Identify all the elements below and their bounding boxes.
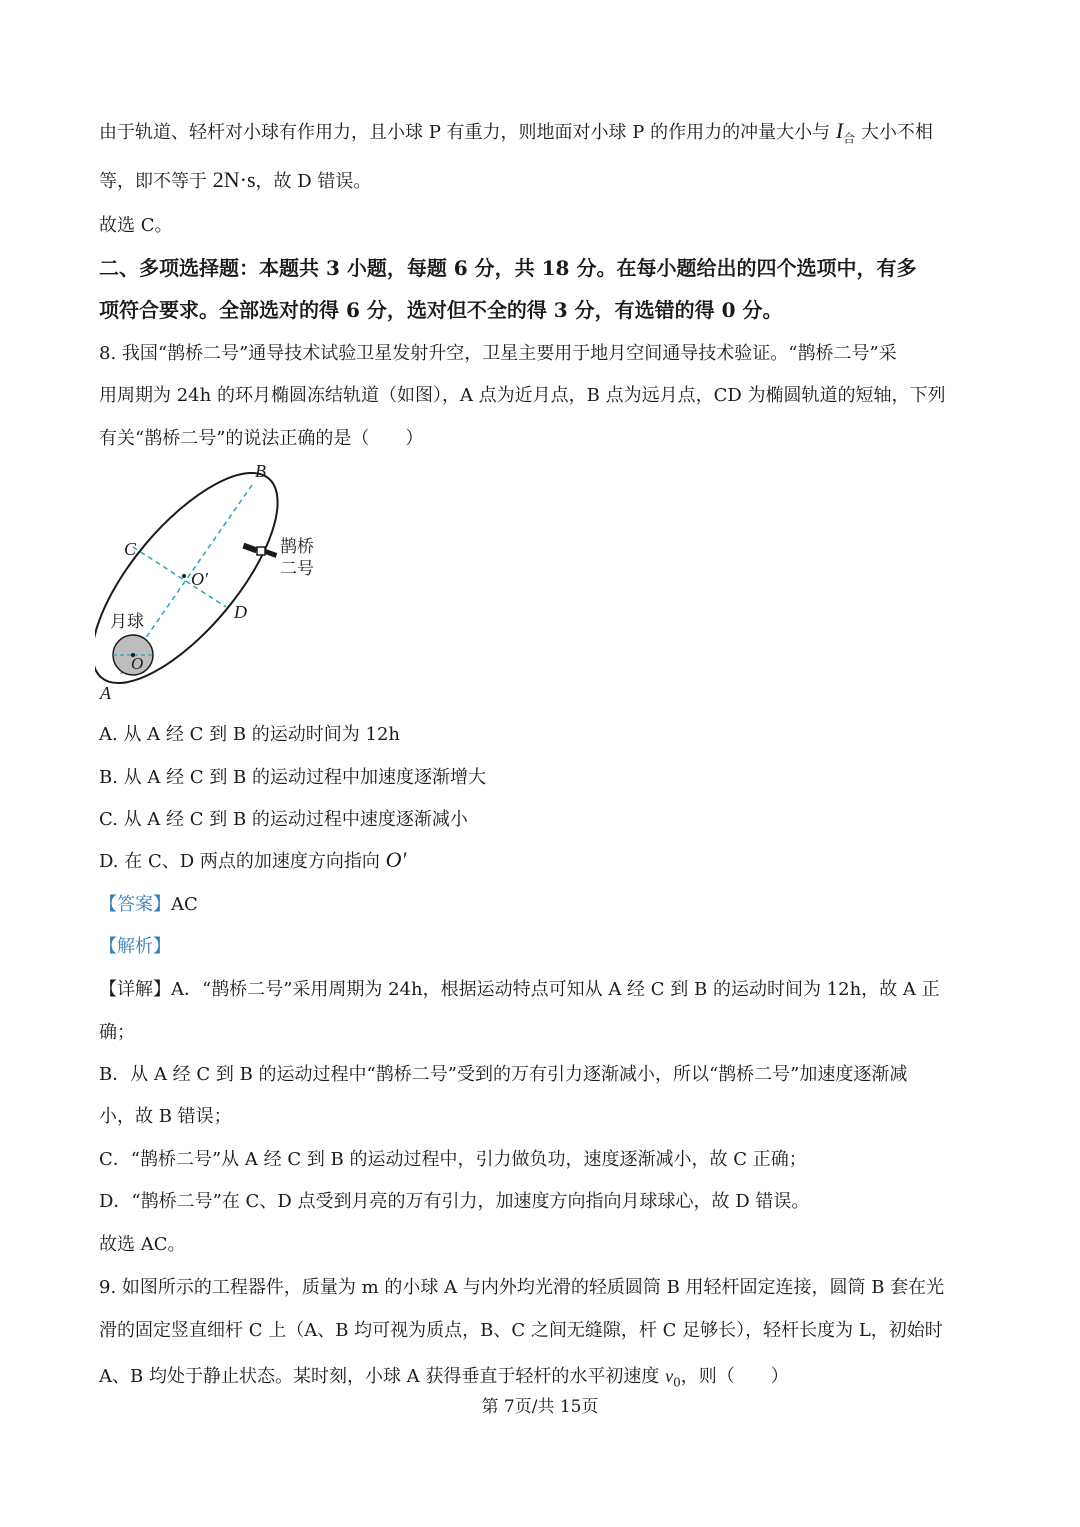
detail-a: A．“鹊桥二号”采用周期为 24h，根据运动特点可知从 A 经 C 到 B 的运动时间为 12h，故 A 正 (171, 979, 940, 1000)
v-symbol: v (665, 1366, 674, 1386)
impulse-symbol: I (835, 118, 844, 143)
q8-option-d (99, 847, 406, 873)
v-subscript: 0 (673, 1375, 681, 1390)
label-A: A (100, 683, 111, 703)
orbit-figure (95, 455, 335, 705)
q8-option-c: C. 从 A 经 C 到 B 的运动过程中速度逐渐减小 (99, 809, 468, 830)
q8-line-2: 用周期为 24h 的环月椭圆冻结轨道（如图），A 点为近月点，B 点为远月点，CD 为椭圆轨道的短轴，下列 (99, 385, 946, 406)
q9-line-2: 滑的固定竖直细杆 C 上（A、B 均可视为质点，B、C 之间无缝隙，杆 C 足够长），轻杆长度为 L，初始时 (99, 1320, 943, 1341)
q8-option-b: B. 从 A 经 C 到 B 的运动过程中加速度逐渐增大 (99, 767, 486, 788)
detail-line-5: C．“鹊桥二号”从 A 经 C 到 B 的运动过程中，引力做负功，速度逐渐减小，故 C 正确； (99, 1149, 807, 1170)
answer-line (99, 890, 198, 916)
q8-line-3: 有关“鹊桥二号”的说法正确的是（ ） (99, 428, 424, 449)
q9-line-3-end: ，则（ ） (680, 1366, 789, 1387)
orbit-center (182, 574, 186, 578)
section-heading-1: 二、多项选择题：本题共 3 小题，每题 6 分，共 18 分。在每小题给出的四个选项中，有多 (99, 256, 917, 280)
o-prime-symbol: O′ (385, 847, 407, 872)
label-O: O (131, 654, 144, 673)
q9-line-3 (99, 1362, 789, 1390)
label-O-prime: O′ (191, 569, 208, 589)
impulse-value: 2N·s (212, 167, 256, 192)
q8-option-d-text: D. 在 C、D 两点的加速度方向指向 (99, 851, 386, 872)
text-line-3: 故选 C。 (99, 215, 173, 236)
impulse-subscript: 合 (843, 131, 856, 146)
minor-axis (133, 547, 226, 607)
q8-line-1: 8. 我国“鹊桥二号”通导技术试验卫星发射升空，卫星主要用于地月空间通导技术验证。“鹊桥二号”采 (99, 343, 897, 364)
text-l2b: ，故 D 错误。 (255, 171, 372, 192)
q9-line-1: 9. 如图所示的工程器件，质量为 m 的小球 A 与内外均光滑的轻质圆筒 B 用轻杆固定连接，圆筒 B 套在光 (99, 1277, 945, 1298)
label-moon: 月球 (110, 612, 144, 632)
detail-line-3: B．从 A 经 C 到 B 的运动过程中“鹊桥二号”受到的万有引力逐渐减小，所以“鹊桥二号”加速度逐渐减 (99, 1064, 908, 1085)
analysis-tag: 【解析】 (99, 936, 171, 957)
text-line-1 (99, 118, 933, 147)
label-sat-2: 二号 (280, 559, 314, 579)
detail-line-2: 确； (99, 1022, 135, 1043)
q8-option-a: A. 从 A 经 C 到 B 的运动时间为 12h (99, 724, 400, 745)
detail-tag: 【详解】 (99, 979, 171, 1000)
label-sat-1: 鹊桥 (280, 537, 314, 557)
answer-value: AC (171, 894, 198, 915)
page-footer: 第 7页/共 15页 (481, 1397, 599, 1417)
q9-line-3-text: A、B 均处于静止状态。某时刻，小球 A 获得垂直于轻杆的水平初速度 (99, 1366, 666, 1387)
text-line-2 (99, 167, 371, 193)
detail-line-1 (99, 975, 940, 1001)
detail-line-4: 小，故 B 错误； (99, 1106, 232, 1127)
label-B: B (255, 461, 266, 481)
label-C: C (124, 539, 137, 559)
text-l1: 由于轨道、轻杆对小球有作用力，且小球 P 有重力，则地面对小球 P 的作用力的冲量大小与 (99, 122, 836, 143)
section-heading-2: 项符合要求。全部选对的得 6 分，选对但不全的得 3 分，有选错的得 0 分。 (99, 298, 783, 322)
detail-line-7: 故选 AC。 (99, 1234, 186, 1255)
satellite-icon (242, 543, 277, 558)
text-l2a: 等，即不等于 (99, 171, 213, 192)
label-D: D (234, 602, 247, 622)
answer-tag: 【答案】 (99, 894, 171, 915)
text-l1-end: 大小不相 (855, 122, 933, 143)
detail-line-6: D．“鹊桥二号”在 C、D 点受到月亮的万有引力，加速度方向指向月球球心，故 D 错误。 (99, 1191, 810, 1212)
